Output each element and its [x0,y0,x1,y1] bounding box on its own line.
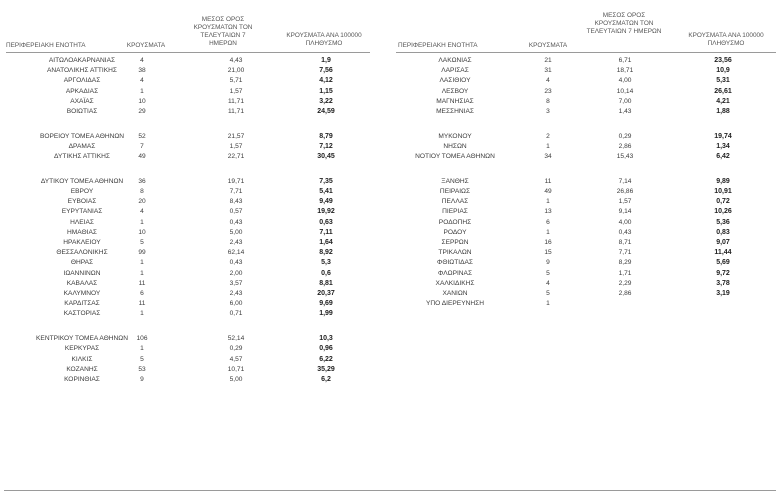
left-region-name: ΕΥΒΟΙΑΣ [67,198,97,206]
right-cases-value: 34 [544,153,552,161]
left-avg7-value: 0,29 [229,345,243,353]
left-cases-value: 4 [140,208,144,216]
left-per100k-value: 1,99 [319,310,333,318]
right-region-name: ΤΡΙΚΑΛΩΝ [438,249,472,257]
left-per100k-value: 6,22 [319,355,333,363]
left-region-name: ΚΑΒΑΛΑΣ [66,279,98,287]
right-avg7-value: 8,29 [618,259,632,267]
right-avg7-value: 2,86 [618,142,632,150]
left-cases-value: 10 [138,228,146,236]
right-per100k-value: 3,78 [716,279,730,287]
left-cases-value: 106 [136,335,148,343]
right-region-name: ΛΑΡΙΣΑΣ [441,67,469,75]
right-cases-value: 6 [546,218,550,226]
right-cases-value: 31 [544,67,552,75]
right-per100k-value: 0,72 [716,198,730,206]
right-per100k-value: 5,31 [716,77,730,85]
left-region-name: ΚΙΛΚΙΣ [71,355,93,363]
right-avg7-value: 0,29 [618,132,632,140]
right-header-per100k: ΚΡΟΥΣΜΑΤΑ ΑΝΑ 100000 ΠΛΗΘΥΣΜΟ [688,32,764,47]
right-per100k-value: 10,91 [714,188,732,195]
right-avg7-value: 7,14 [618,177,632,185]
right-region-name: ΞΑΝΘΗΣ [441,177,469,185]
right-per100k-value: 10,26 [714,208,732,216]
right-avg7-value: 4,00 [618,77,632,85]
right-region-name: ΧΑΝΙΩΝ [442,290,468,297]
left-cases-value: 49 [138,153,146,161]
left-region-name: ΚΕΡΚΥΡΑΣ [64,345,100,353]
left-per100k-value: 0,96 [319,345,333,353]
left-avg7-value: 10,71 [227,365,245,373]
left-region-name: ΒΟΡΕΙΟΥ ΤΟΜΕΑ ΑΘΗΝΩΝ [39,132,125,140]
right-avg7-value: 1,71 [618,269,632,277]
right-cases-value: 4 [546,77,550,85]
left-region-name: ΚΕΝΤΡΙΚΟΥ ΤΟΜΕΑ ΑΘΗΝΩΝ [36,335,128,343]
right-per100k-value: 1,88 [716,108,730,115]
right-cases-value: 21 [544,57,552,64]
right-per100k-value: 3,19 [716,290,730,297]
right-per100k-value: 10,9 [716,67,730,75]
left-avg7-value: 21,00 [227,67,245,75]
left-per100k-value: 5,3 [321,259,331,267]
left-cases-value: 99 [138,249,146,257]
left-per100k-value: 30,45 [317,153,335,161]
left-region-name: ΚΟΖΑΝΗΣ [66,365,98,373]
right-per100k-value: 9,89 [716,177,730,185]
left-per100k-value: 24,59 [317,108,335,115]
right-header-avg7: ΜΕΣΟΣ ΟΡΟΣ ΚΡΟΥΣΜΑΤΩΝ ΤΟΝ ΤΕΛΕΥΤΑΙΩΝ 7 ΗΜΕΡΩΝ [586,12,662,35]
right-region-name: ΛΑΚΩΝΙΑΣ [438,57,472,64]
right-avg7-value: 9,14 [618,208,632,216]
left-region-name: ΔΡΑΜΑΣ [68,142,96,150]
left-avg7-value: 7,71 [229,188,243,195]
left-header-region: ΠΕΡΙΦΕΡΕΙΑΚΗ ΕΝΟΤΗΤΑ [6,42,86,49]
left-region-name: ΗΜΑΘΙΑΣ [67,228,97,236]
left-region-name: ΗΛΕΙΑΣ [70,218,94,226]
left-cases-value: 8 [140,188,144,195]
left-per100k-value: 4,12 [319,77,333,85]
left-avg7-value: 5,71 [229,77,243,85]
left-region-name: ΑΧΑΪΑΣ [70,97,94,105]
right-cases-value: 8 [546,97,550,105]
right-cases-value: 11 [544,177,552,185]
left-region-name: ΒΟΙΩΤΙΑΣ [66,108,98,115]
left-avg7-value: 4,57 [229,355,243,363]
left-per100k-value: 10,3 [319,335,333,343]
left-cases-value: 7 [140,142,144,150]
left-cases-value: 1 [140,218,144,226]
left-avg7-value: 21,57 [227,132,245,140]
right-header-cases: ΚΡΟΥΣΜΑΤΑ [528,42,568,49]
left-region-name: ΔΥΤΙΚΗΣ ΑΤΤΙΚΗΣ [54,153,110,161]
left-avg7-value: 0,57 [229,208,243,216]
left-region-name: ΑΡΚΑΔΙΑΣ [65,87,99,95]
left-cases-value: 53 [138,365,146,373]
left-region-name: ΚΟΡΙΝΘΙΑΣ [64,375,100,383]
left-per100k-value: 19,92 [317,208,335,216]
left-cases-value: 20 [138,198,146,206]
left-header-cases: ΚΡΟΥΣΜΑΤΑ [126,42,166,49]
right-region-name: ΛΕΣΒΟΥ [441,87,469,95]
left-cases-value: 1 [140,310,144,318]
right-avg7-value: 2,86 [618,290,632,297]
right-region-name: ΣΕΡΡΩΝ [441,239,469,246]
left-cases-value: 36 [138,177,146,185]
right-per100k-value: 19,74 [714,132,732,140]
right-avg7-value: 2,29 [618,279,632,287]
left-cases-value: 4 [140,77,144,85]
right-per100k-value: 5,69 [716,259,730,267]
left-header-avg7: ΜΕΣΟΣ ΟΡΟΣ ΚΡΟΥΣΜΑΤΩΝ ΤΟΝ ΤΕΛΕΥΤΑΙΩΝ 7 ΗΜΕΡΩΝ [193,16,253,47]
left-avg7-value: 52,14 [227,335,245,343]
left-cases-value: 11 [138,300,146,308]
right-cases-value: 9 [546,259,550,267]
left-avg7-value: 1,57 [229,87,243,95]
left-cases-value: 1 [140,345,144,353]
right-per100k-value: 1,34 [716,142,730,150]
left-avg7-value: 5,00 [229,375,243,383]
right-per100k-value: 0,83 [716,228,730,236]
right-avg7-value: 6,71 [618,57,632,64]
right-region-name: ΜΕΣΣΗΝΙΑΣ [436,108,474,115]
left-per100k-value: 0,63 [319,218,333,226]
right-cases-value: 1 [546,228,550,236]
left-per100k-value: 3,22 [319,97,333,105]
left-avg7-value: 1,57 [229,142,243,150]
right-region-name: ΝΟΤΙΟΥ ΤΟΜΕΑ ΑΘΗΝΩΝ [415,153,495,161]
right-cases-value: 4 [546,279,550,287]
left-region-name: ΘΕΣΣΑΛΟΝΙΚΗΣ [56,249,108,257]
left-region-name: ΑΡΓΟΛΙΔΑΣ [63,77,101,85]
left-avg7-value: 62,14 [227,249,245,257]
left-per100k-value: 8,81 [319,279,333,287]
left-per100k-value: 7,12 [319,142,333,150]
left-per100k-value: 1,64 [319,239,333,246]
right-cases-value: 49 [544,188,552,195]
left-region-name: ΕΒΡΟΥ [70,188,94,195]
right-avg7-value: 8,71 [618,239,632,246]
right-avg7-value: 15,43 [616,153,634,161]
right-region-name: ΜΥΚΟΝΟΥ [438,132,472,140]
right-cases-value: 15 [544,249,552,257]
left-region-name: ΕΥΡΥΤΑΝΙΑΣ [61,208,103,216]
left-avg7-value: 0,71 [229,310,243,318]
left-cases-value: 5 [140,239,144,246]
left-cases-value: 1 [140,259,144,267]
left-per100k-value: 9,49 [319,198,333,206]
left-cases-value: 4 [140,57,144,64]
right-region-name: ΜΑΓΝΗΣΙΑΣ [436,97,474,105]
left-region-name: ΗΡΑΚΛΕΙΟΥ [63,239,101,246]
left-cases-value: 10 [138,97,146,105]
left-avg7-value: 0,43 [229,218,243,226]
left-cases-value: 9 [140,375,144,383]
left-region-name: ΑΙΤΩΛΟΑΚΑΡΝΑΝΙΑΣ [48,57,116,64]
left-header-per100k: ΚΡΟΥΣΜΑΤΑ ΑΝΑ 100000 ΠΛΗΘΥΣΜΟ [286,32,362,47]
left-per100k-value: 20,37 [317,290,335,297]
right-per100k-value: 6,42 [716,153,730,161]
right-region-name: ΦΘΙΩΤΙΔΑΣ [437,259,473,267]
right-avg7-value: 0,43 [618,228,632,236]
left-cases-value: 1 [140,269,144,277]
right-per100k-value: 23,56 [714,57,732,64]
left-region-name: ΚΑΡΔΙΤΣΑΣ [64,300,100,308]
right-cases-value: 5 [546,290,550,297]
left-header-rule [6,52,370,53]
left-avg7-value: 8,43 [229,198,243,206]
left-avg7-value: 22,71 [227,153,245,161]
left-avg7-value: 19,71 [227,177,245,185]
left-per100k-value: 5,41 [319,188,333,195]
right-avg7-value: 7,71 [618,249,632,257]
right-avg7-value: 26,86 [616,188,634,195]
right-region-name: ΧΑΛΚΙΔΙΚΗΣ [435,279,475,287]
right-per100k-value: 26,61 [714,87,732,95]
right-header-region: ΠΕΡΙΦΕΡΕΙΑΚΗ ΕΝΟΤΗΤΑ [398,42,478,49]
right-region-name: ΝΗΣΩΝ [443,142,467,150]
left-per100k-value: 6,2 [321,375,331,383]
right-cases-value: 1 [546,142,550,150]
right-avg7-value: 4,00 [618,218,632,226]
right-cases-value: 1 [546,198,550,206]
right-avg7-value: 1,43 [618,108,632,115]
right-region-name: ΥΠΟ ΔΙΕΡΕΥΝΗΣΗ [426,300,484,308]
right-header-rule [396,52,776,53]
left-per100k-value: 1,9 [321,57,331,64]
right-region-name: ΠΕΛΛΑΣ [441,198,469,206]
left-avg7-value: 2,43 [229,239,243,246]
left-avg7-value: 2,00 [229,269,243,277]
left-per100k-value: 9,69 [319,300,333,308]
right-region-name: ΦΛΩΡΙΝΑΣ [437,269,473,277]
right-per100k-value: 11,44 [714,249,732,257]
left-cases-value: 52 [138,132,146,140]
right-region-name: ΛΑΣΙΘΙΟΥ [439,77,471,85]
left-cases-value: 29 [138,108,146,115]
left-region-name: ΘΗΡΑΣ [70,259,94,267]
left-per100k-value: 7,11 [319,228,333,236]
left-per100k-value: 0,6 [321,269,331,277]
left-region-name: ΑΝΑΤΟΛΙΚΗΣ ΑΤΤΙΚΗΣ [47,67,117,75]
right-avg7-value: 18,71 [616,67,634,75]
right-region-name: ΠΙΕΡΙΑΣ [442,208,468,216]
right-cases-value: 1 [546,300,550,308]
right-region-name: ΠΕΙΡΑΙΩΣ [439,188,471,195]
left-cases-value: 11 [138,279,146,287]
right-per100k-value: 5,36 [716,218,730,226]
right-cases-value: 23 [544,87,552,95]
right-avg7-value: 7,00 [618,97,632,105]
bottom-rule [4,490,776,491]
left-per100k-value: 7,35 [319,177,333,185]
left-avg7-value: 6,00 [229,300,243,308]
right-cases-value: 2 [546,132,550,140]
left-per100k-value: 35,29 [317,365,335,373]
right-per100k-value: 9,72 [716,269,730,277]
left-per100k-value: 8,92 [319,249,333,257]
left-avg7-value: 4,43 [229,57,243,64]
left-avg7-value: 11,71 [227,108,245,115]
right-region-name: ΡΟΔΟΥ [443,228,467,236]
left-avg7-value: 5,00 [229,228,243,236]
left-avg7-value: 3,57 [229,279,243,287]
left-cases-value: 38 [138,67,146,75]
right-region-name: ΡΟΔΟΠΗΣ [438,218,472,226]
left-avg7-value: 0,43 [229,259,243,267]
right-avg7-value: 10,14 [616,87,634,95]
left-region-name: ΚΑΣΤΟΡΙΑΣ [63,310,101,318]
left-cases-value: 6 [140,290,144,297]
left-cases-value: 1 [140,87,144,95]
left-avg7-value: 2,43 [229,290,243,297]
right-cases-value: 3 [546,108,550,115]
right-cases-value: 13 [544,208,552,216]
right-avg7-value: 1,57 [618,198,632,206]
right-cases-value: 16 [544,239,552,246]
left-per100k-value: 1,15 [319,87,333,95]
left-per100k-value: 7,56 [319,67,333,75]
left-region-name: ΔΥΤΙΚΟΥ ΤΟΜΕΑ ΑΘΗΝΩΝ [40,177,124,185]
left-per100k-value: 8,79 [319,132,333,140]
right-per100k-value: 9,07 [716,239,730,246]
left-region-name: ΙΩΑΝΝΙΝΩΝ [63,269,101,277]
left-avg7-value: 11,71 [227,97,245,105]
right-per100k-value: 4,21 [716,97,730,105]
left-region-name: ΚΑΛΥΜΝΟΥ [63,290,101,297]
right-cases-value: 5 [546,269,550,277]
left-cases-value: 5 [140,355,144,363]
